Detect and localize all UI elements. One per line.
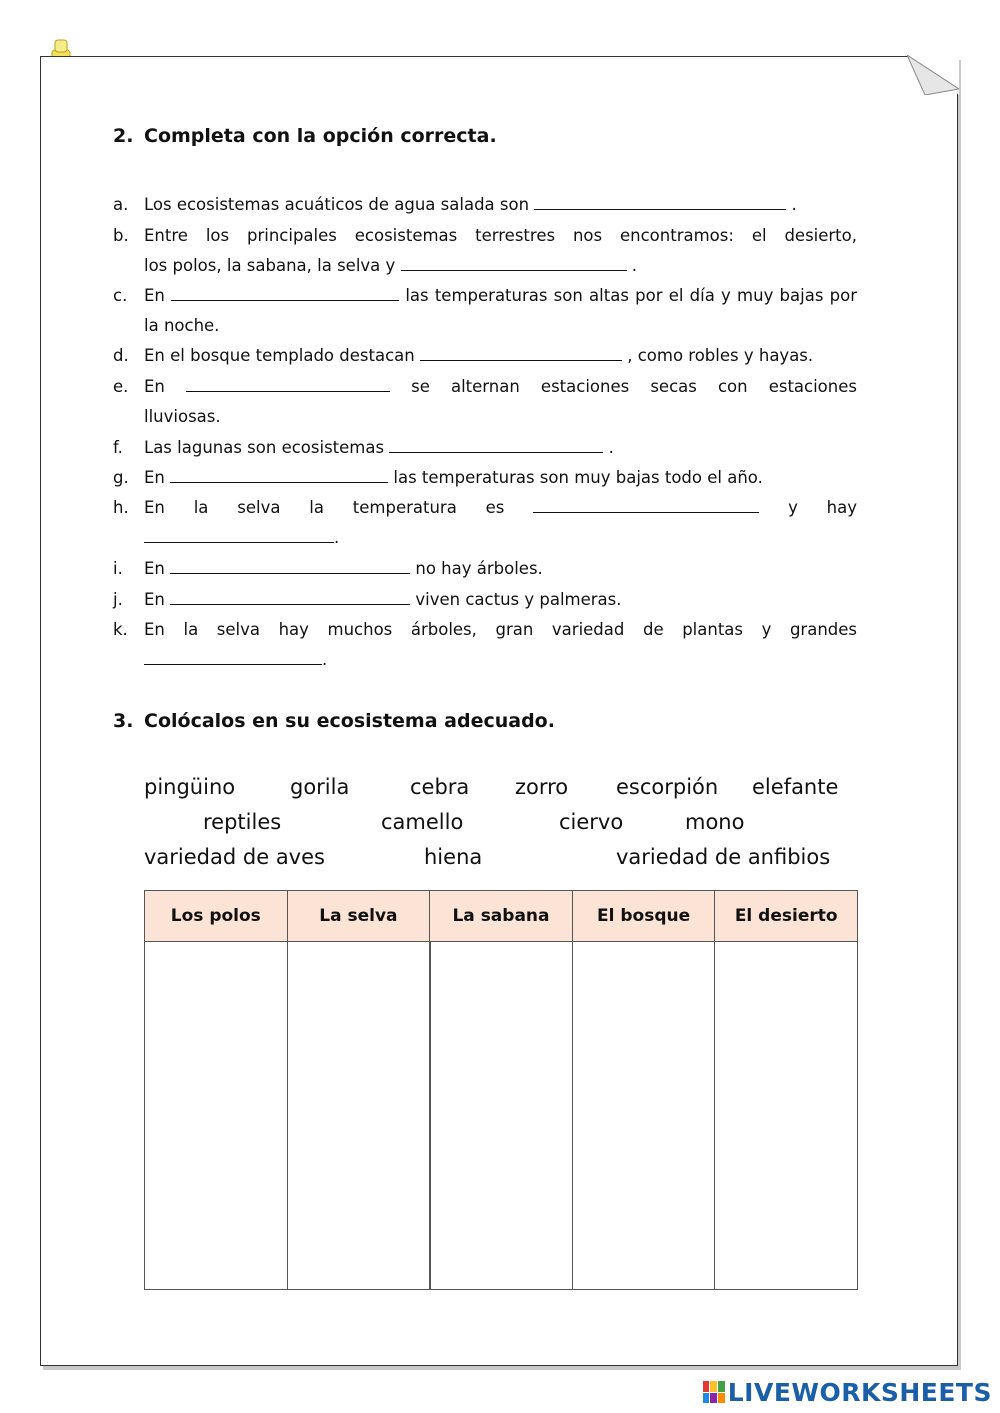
header-el-bosque: El bosque (572, 891, 715, 942)
worksheet-page (40, 56, 958, 1366)
liveworksheets-logo-icon (703, 1381, 725, 1403)
question-k: k. En la selva hay muchos árboles, gran variedad de plantas y grandes . (113, 620, 857, 669)
word-mono[interactable]: mono (685, 810, 745, 834)
word-variedad-anfibios[interactable]: variedad de anfibios (616, 845, 831, 869)
question-f: f. Las lagunas son ecosistemas . (113, 438, 614, 457)
word-pinguino[interactable]: pingüino (144, 775, 236, 799)
blank-c[interactable] (171, 285, 399, 301)
word-gorila[interactable]: gorila (290, 775, 350, 799)
word-ciervo[interactable]: ciervo (559, 810, 624, 834)
liveworksheets-logo (703, 1379, 992, 1405)
drop-zone-el-desierto[interactable] (715, 942, 858, 1290)
section-2-heading: 2. Completa con la opción correcta. (113, 125, 497, 147)
word-zorro[interactable]: zorro (515, 775, 569, 799)
section-3-heading: 3. Colócalos en su ecosistema adecuado. (113, 710, 555, 732)
question-g: g. En las temperaturas son muy bajas todo el año. (113, 468, 763, 487)
question-b: b. Entre los principales ecosistemas terrestres nos encontramos: el desierto, los polos, la sabana, la selva y . (113, 226, 857, 275)
question-j: j. En viven cactus y palmeras. (113, 590, 622, 609)
drop-zone-la-selva[interactable] (287, 942, 430, 1290)
header-la-sabana: La sabana (430, 891, 573, 942)
ecosystem-table (144, 890, 858, 1290)
table-drop-row (145, 942, 858, 1290)
word-cebra[interactable]: cebra (410, 775, 470, 799)
header-los-polos: Los polos (145, 891, 288, 942)
drop-zone-los-polos[interactable] (145, 942, 288, 1290)
question-i: i. En no hay árboles. (113, 559, 543, 578)
blank-e[interactable] (186, 376, 390, 392)
blank-j[interactable] (170, 589, 410, 605)
question-e: e. En se alternan estaciones secas con estaciones lluviosas. (113, 377, 857, 426)
table-header-row (145, 891, 858, 942)
drop-zone-el-bosque[interactable] (572, 942, 715, 1290)
blank-a[interactable] (534, 194, 786, 210)
header-la-selva: La selva (287, 891, 430, 942)
question-c: c. En las temperaturas son altas por el día y muy bajas por la noche. (113, 286, 857, 335)
question-d: d. En el bosque templado destacan , como robles y hayas. (113, 346, 814, 365)
blank-f[interactable] (389, 437, 603, 453)
blank-k[interactable] (144, 649, 322, 665)
drop-zone-la-sabana[interactable] (430, 942, 573, 1290)
blank-g[interactable] (170, 467, 388, 483)
blank-b[interactable] (401, 255, 627, 271)
blank-h1[interactable] (533, 497, 759, 513)
word-variedad-aves[interactable]: variedad de aves (144, 845, 325, 869)
word-hiena[interactable]: hiena (424, 845, 483, 869)
blank-i[interactable] (170, 558, 410, 574)
word-camello[interactable]: camello (381, 810, 464, 834)
question-h: h. En la selva la temperatura es y hay . (113, 498, 858, 547)
header-el-desierto: El desierto (715, 891, 858, 942)
question-a: a. Los ecosistemas acuáticos de agua salada son . (113, 195, 797, 214)
brand-name: LIVEWORKSHEETS (727, 1377, 992, 1407)
blank-h2[interactable] (144, 527, 334, 543)
word-elefante[interactable]: elefante (752, 775, 839, 799)
word-escorpion[interactable]: escorpión (616, 775, 719, 799)
blank-d[interactable] (420, 345, 622, 361)
word-reptiles[interactable]: reptiles (203, 810, 282, 834)
